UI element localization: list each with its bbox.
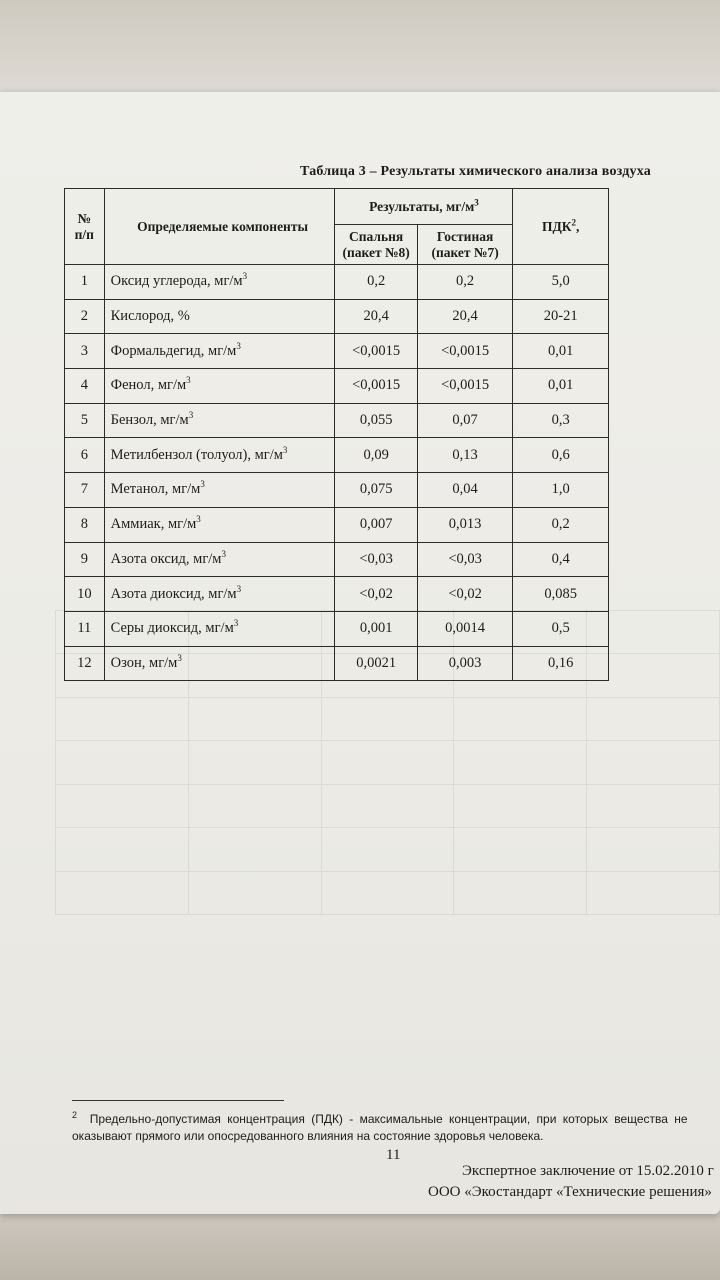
row-number: 10 [65, 577, 105, 612]
row-living-value: 0,013 [417, 507, 513, 542]
table-caption: Таблица 3 – Результаты химического анализа воздуха [300, 164, 651, 179]
footnote-marker: 2 [72, 1110, 78, 1120]
row-component-name: Серы диоксид, мг/м [110, 620, 234, 637]
row-component-name: Оксид углерода, мг/м [110, 273, 243, 290]
header-num-label: п/п [74, 226, 94, 242]
table-row [65, 438, 609, 473]
row-component-name: Фенол, мг/м [110, 377, 187, 394]
row-living-value: 0,13 [417, 438, 513, 473]
header-living-pack: (пакет №7) [431, 244, 499, 260]
row-number: 11 [65, 611, 105, 646]
row-unit-sup: 3 [282, 444, 288, 455]
header-living-name: Гостиная [436, 228, 494, 244]
row-unit-sup: 3 [236, 340, 241, 351]
row-number: 12 [65, 646, 105, 681]
table-row [65, 611, 609, 646]
row-pdk-value: 0,16 [513, 646, 609, 681]
row-component-name: Озон, мг/м [110, 654, 178, 671]
row-bedroom-value: 20,4 [335, 299, 417, 334]
header-results-label: Результаты, мг/м [369, 198, 475, 214]
row-component [104, 334, 335, 369]
header-pdk-suffix: , [576, 218, 580, 234]
row-pdk-value: 5,0 [513, 265, 609, 300]
footnote-text-1: Предельно-допустимая концентрация (ПДК) - максимальные концентрации, при которых вещества не [89, 1112, 688, 1126]
row-unit-sup: 3 [188, 410, 194, 421]
row-component [104, 473, 335, 508]
row-number: 2 [65, 299, 105, 334]
header-pdk [513, 189, 609, 265]
air-analysis-table [64, 188, 609, 681]
row-component [104, 403, 335, 438]
row-living-value: <0,0015 [417, 369, 513, 404]
row-living-value: 20,4 [417, 299, 513, 334]
row-component [104, 542, 335, 577]
row-pdk-value: 20-21 [513, 299, 609, 334]
row-pdk-value: 0,2 [513, 507, 609, 542]
table-row [65, 299, 609, 334]
row-component-name: Кислород, % [110, 308, 190, 325]
page-number: 11 [386, 1147, 401, 1163]
row-bedroom-value: <0,0015 [335, 334, 417, 369]
row-component [104, 611, 335, 646]
header-bedroom [335, 225, 417, 265]
row-number: 5 [65, 403, 105, 438]
row-living-value: 0,04 [417, 473, 513, 508]
table-header-row [65, 189, 609, 225]
row-component-name: Метанол, мг/м [110, 481, 201, 498]
background-bottom [0, 1210, 720, 1280]
row-number: 1 [65, 265, 105, 300]
row-living-value: 0,07 [417, 403, 513, 438]
row-pdk-value: 1,0 [513, 473, 609, 508]
row-bedroom-value: <0,02 [335, 577, 417, 612]
row-bedroom-value: 0,0021 [335, 646, 417, 681]
header-results-sup: 3 [474, 197, 479, 207]
row-component [104, 646, 335, 681]
row-living-value: 0,003 [417, 646, 513, 681]
row-component-name: Бензол, мг/м [110, 412, 189, 429]
row-bedroom-value: 0,007 [335, 507, 417, 542]
footnote-line-2: оказывают прямого или опосредованного влияния на состояние здоровья человека. [72, 1129, 544, 1143]
row-pdk-value: 0,01 [513, 369, 609, 404]
row-component [104, 299, 335, 334]
footnote-line-1 [72, 1111, 720, 1128]
footnote-separator [72, 1100, 284, 1101]
row-component-name: Азота диоксид, мг/м [110, 585, 237, 602]
row-component-name: Метилбензол (толуол), мг/м [110, 446, 283, 463]
row-unit-sup: 3 [236, 583, 242, 594]
row-bedroom-value: 0,075 [335, 473, 417, 508]
row-living-value: <0,0015 [417, 334, 513, 369]
table-row [65, 403, 609, 438]
row-component [104, 369, 335, 404]
row-component-name: Аммиак, мг/м [110, 516, 197, 533]
row-component [104, 438, 335, 473]
row-component [104, 577, 335, 612]
row-number: 9 [65, 542, 105, 577]
header-pdk-label: ПДК [541, 218, 572, 234]
row-number: 4 [65, 369, 105, 404]
row-bedroom-value: 0,2 [335, 265, 417, 300]
row-unit-sup: 3 [221, 549, 226, 560]
row-living-value: 0,2 [417, 265, 513, 300]
row-number: 3 [65, 334, 105, 369]
row-unit-sup: 3 [200, 479, 205, 490]
row-bedroom-value: 0,09 [335, 438, 417, 473]
expert-conclusion-line: Экспертное заключение от 15.02.2010 г [462, 1163, 714, 1179]
row-unit-sup: 3 [196, 514, 201, 525]
row-bedroom-value: <0,03 [335, 542, 417, 577]
row-number: 6 [65, 438, 105, 473]
table-row [65, 369, 609, 404]
header-bedroom-name: Спальня [349, 228, 404, 244]
row-pdk-value: 0,3 [513, 403, 609, 438]
row-unit-sup: 3 [242, 271, 248, 282]
row-bedroom-value: <0,0015 [335, 369, 417, 404]
table-row [65, 473, 609, 508]
row-pdk-value: 0,01 [513, 334, 609, 369]
row-pdk-value: 0,085 [513, 577, 609, 612]
row-component [104, 265, 335, 300]
table-row [65, 265, 609, 300]
row-number: 7 [65, 473, 105, 508]
row-bedroom-value: 0,001 [335, 611, 417, 646]
header-num-symbol: № [77, 210, 92, 226]
table-row [65, 646, 609, 681]
header-bedroom-pack: (пакет №8) [342, 244, 410, 260]
table-row [65, 542, 609, 577]
row-living-value: <0,02 [417, 577, 513, 612]
row-pdk-value: 0,6 [513, 438, 609, 473]
row-component-name: Азота оксид, мг/м [110, 550, 222, 567]
row-pdk-value: 0,4 [513, 542, 609, 577]
row-component-name: Формальдегид, мг/м [110, 342, 237, 359]
table-row [65, 334, 609, 369]
row-unit-sup: 3 [186, 375, 191, 386]
table-row [65, 577, 609, 612]
row-living-value: 0,0014 [417, 611, 513, 646]
row-number: 8 [65, 507, 105, 542]
header-living [417, 225, 513, 265]
header-num [65, 189, 105, 265]
header-results [335, 189, 513, 225]
row-living-value: <0,03 [417, 542, 513, 577]
company-line: ООО «Экостандарт «Технические решения» [428, 1184, 712, 1200]
row-component [104, 507, 335, 542]
background-top [0, 0, 720, 95]
row-unit-sup: 3 [177, 653, 182, 664]
footnote [72, 1111, 720, 1145]
row-bedroom-value: 0,055 [335, 403, 417, 438]
row-unit-sup: 3 [233, 618, 239, 629]
header-component: Определяемые компоненты [104, 189, 335, 265]
table-row [65, 507, 609, 542]
row-pdk-value: 0,5 [513, 611, 609, 646]
header-pdk-sup: 2 [571, 217, 577, 227]
